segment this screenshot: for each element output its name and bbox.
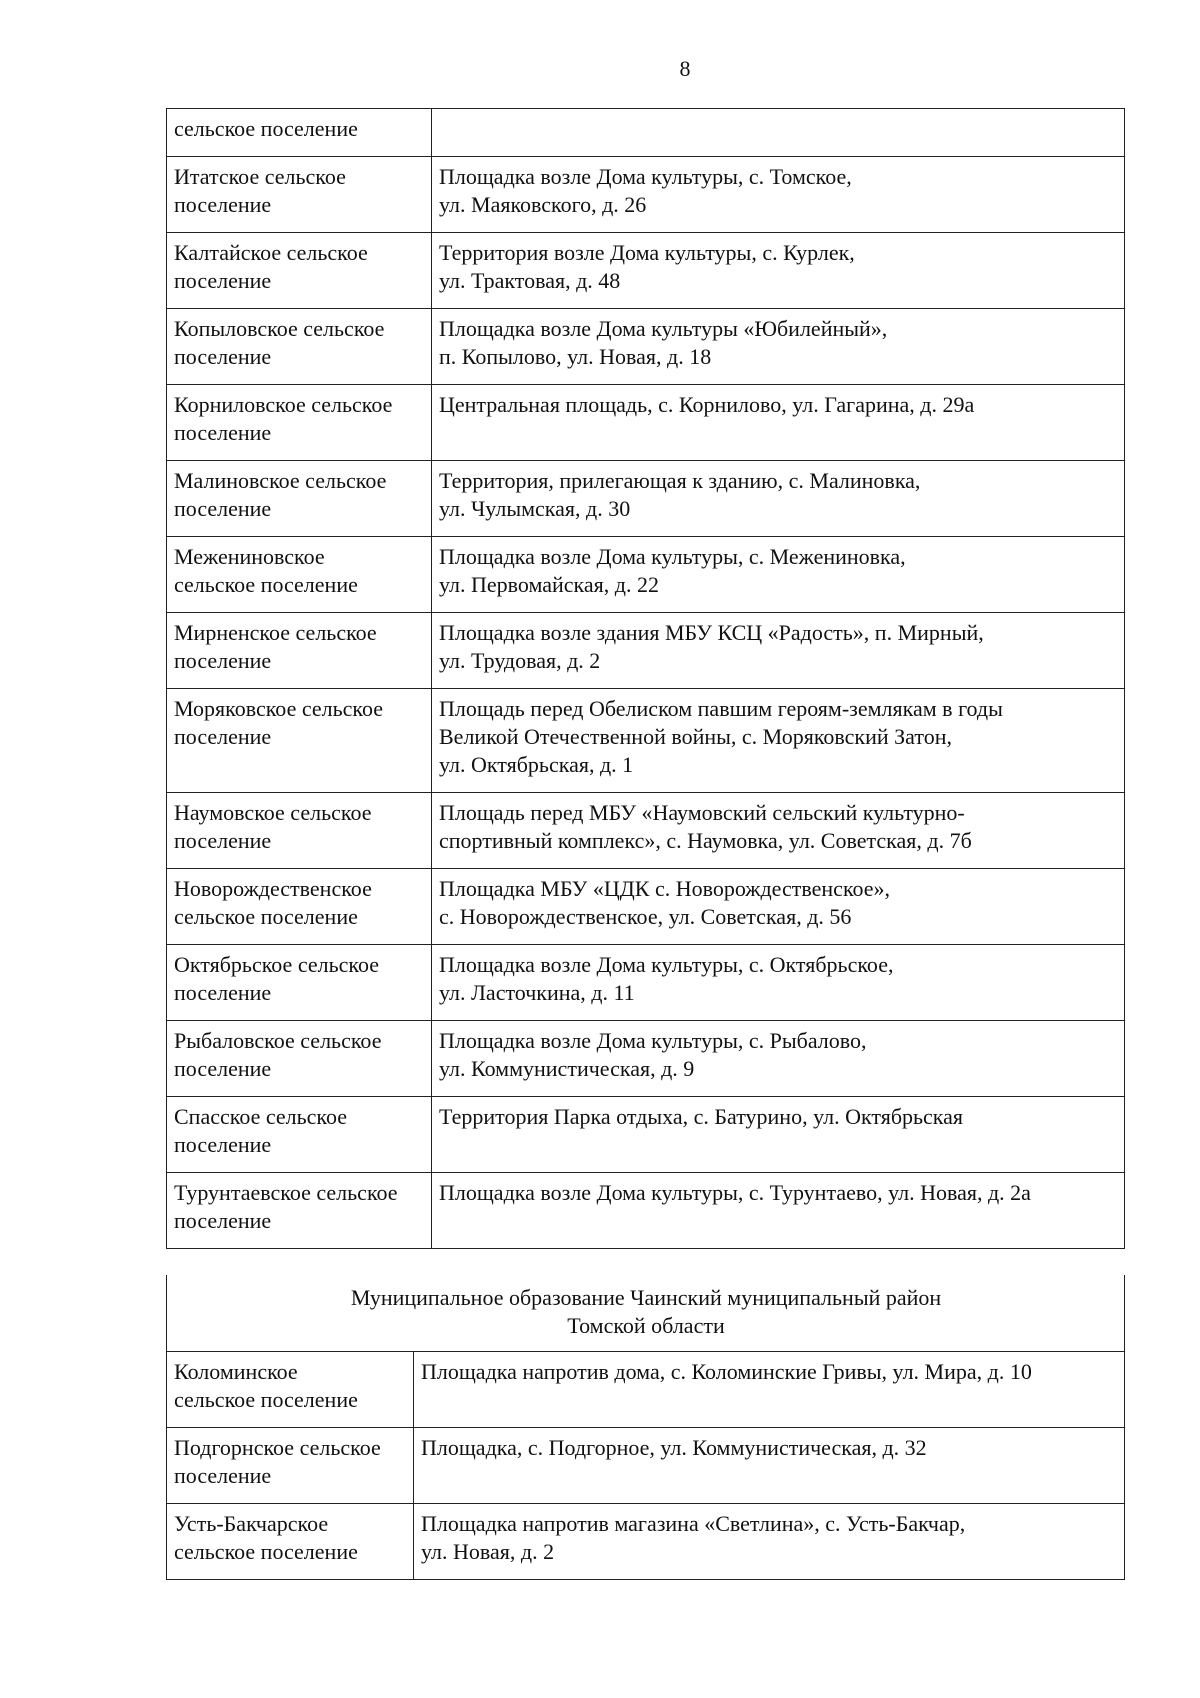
settlement-cell: Октябрьское сельское поселение [167,945,432,1021]
location-cell: Территория Парка отдыха, с. Батурино, ул. Октябрьская [432,1097,1125,1173]
table-row [167,233,1125,309]
settlement-cell: Итатское сельское поселение [167,157,432,233]
settlement-cell: Малиновское сельское поселение [167,461,432,537]
locations-table [166,108,1125,1249]
table-row [167,109,1125,157]
location-cell: Площадка возле Дома культуры, с. Рыбалово, ул. Коммунистическая, д. 9 [432,1021,1125,1097]
table-row [167,461,1125,537]
settlement-cell: Рыбаловское сельское поселение [167,1021,432,1097]
settlement-cell: Копыловское сельское поселение [167,309,432,385]
location-cell [432,109,1125,157]
location-cell: Площадка возле Дома культуры, с. Турунтаево, ул. Новая, д. 2а [432,1173,1125,1249]
settlement-cell: Межениновское сельское поселение [167,537,432,613]
table-row [167,613,1125,689]
settlement-cell: Коломинское сельское поселение [167,1351,414,1427]
district-heading: Муниципальное образование Чаинский муниципальный район Томской области [167,1275,1125,1351]
table-row [167,1351,1125,1427]
table-row [167,945,1125,1021]
table-row [167,1097,1125,1173]
location-cell: Площадка возле Дома культуры, с. Томское, ул. Маяковского, д. 26 [432,157,1125,233]
location-cell: Центральная площадь, с. Корнилово, ул. Гагарина, д. 29а [432,385,1125,461]
settlement-cell: Усть-Бакчарское сельское поселение [167,1503,414,1579]
table-row [167,385,1125,461]
table-row [167,157,1125,233]
table-row [167,1427,1125,1503]
table-row [167,1021,1125,1097]
table-row [167,1503,1125,1579]
settlement-cell: Новорождественское сельское поселение [167,869,432,945]
location-cell: Площадка возле Дома культуры «Юбилейный», п. Копылово, ул. Новая, д. 18 [432,309,1125,385]
table-row [167,793,1125,869]
location-cell: Площадка МБУ «ЦДК с. Новорождественское», с. Новорождественское, ул. Советская, д. 56 [432,869,1125,945]
location-cell: Территория возле Дома культуры, с. Курлек, ул. Трактовая, д. 48 [432,233,1125,309]
location-cell: Площадка напротив дома, с. Коломинские Гривы, ул. Мира, д. 10 [414,1351,1125,1427]
location-cell: Площадка, с. Подгорное, ул. Коммунистическая, д. 32 [414,1427,1125,1503]
table-row [167,1173,1125,1249]
settlement-cell: сельское поселение [167,109,432,157]
location-cell: Площадь перед Обелиском павшим героям-землякам в годы Великой Отечественной войны, с. Моряковский Затон, ул. Октябрьская, д. 1 [432,689,1125,793]
settlement-cell: Спасское сельское поселение [167,1097,432,1173]
district-heading-row [167,1275,1125,1351]
table-row [167,869,1125,945]
location-cell: Площадка напротив магазина «Светлина», с. Усть-Бакчар, ул. Новая, д. 2 [414,1503,1125,1579]
settlement-cell: Наумовское сельское поселение [167,793,432,869]
location-cell: Площадка возле Дома культуры, с. Октябрьское, ул. Ласточкина, д. 11 [432,945,1125,1021]
chainsky-district-table [166,1275,1125,1580]
table-row [167,537,1125,613]
settlement-cell: Моряковское сельское поселение [167,689,432,793]
location-cell: Площадка возле здания МБУ КСЦ «Радость», п. Мирный, ул. Трудовая, д. 2 [432,613,1125,689]
table-row [167,689,1125,793]
settlement-cell: Мирненское сельское поселение [167,613,432,689]
settlement-cell: Калтайское сельское поселение [167,233,432,309]
location-cell: Площадка возле Дома культуры, с. Межениновка, ул. Первомайская, д. 22 [432,537,1125,613]
settlement-cell: Подгорнское сельское поселение [167,1427,414,1503]
location-cell: Площадь перед МБУ «Наумовский сельский культурно- спортивный комплекс», с. Наумовка, ул. Советская, д. 7б [432,793,1125,869]
location-cell: Территория, прилегающая к зданию, с. Малиновка, ул. Чулымская, д. 30 [432,461,1125,537]
table-row [167,309,1125,385]
page-number: 8 [679,56,691,81]
settlement-cell: Корниловское сельское поселение [167,385,432,461]
settlement-cell: Турунтаевское сельское поселение [167,1173,432,1249]
